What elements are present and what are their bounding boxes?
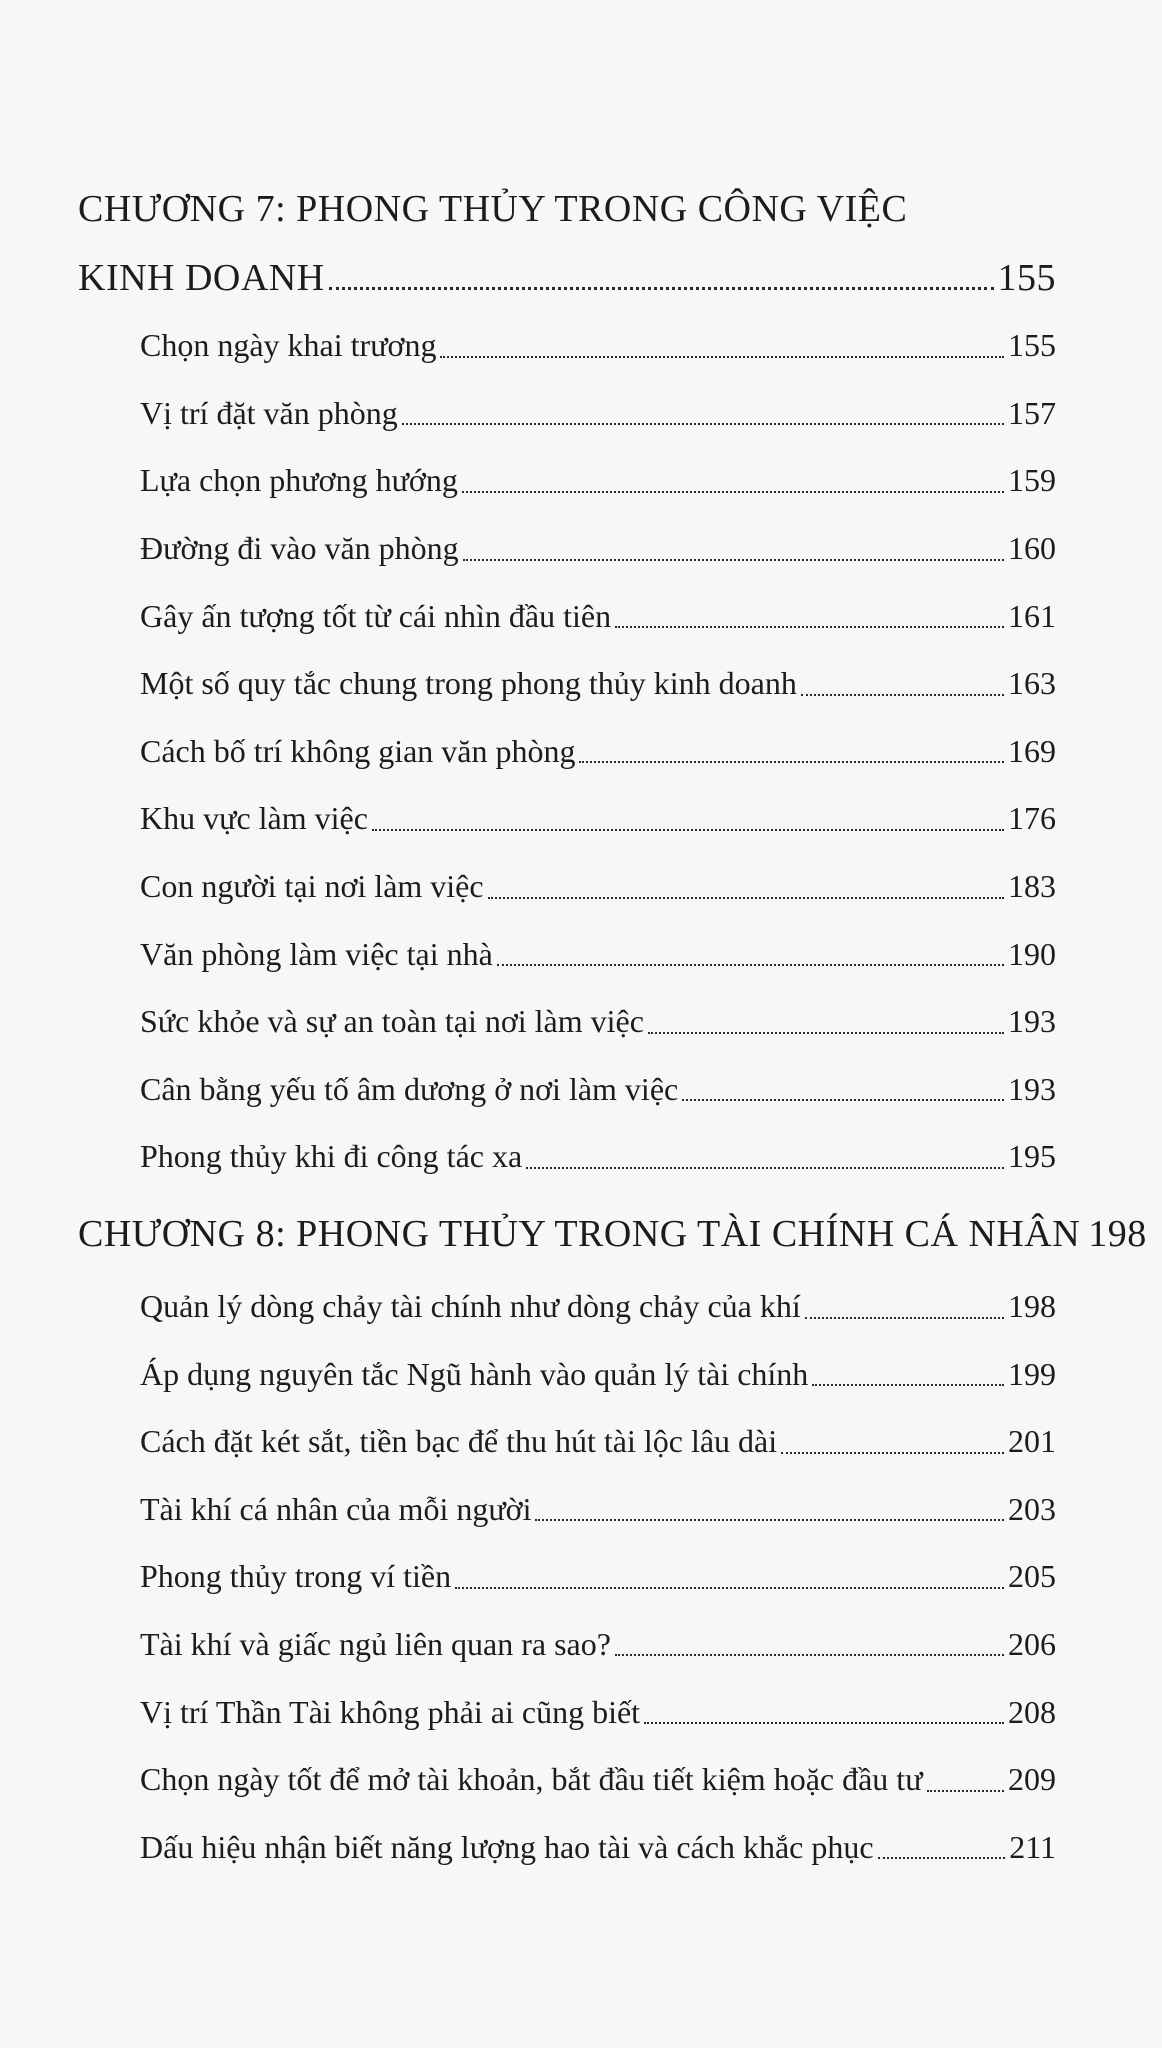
entry-page-number: 208 bbox=[1008, 1693, 1056, 1730]
dot-leader bbox=[535, 1519, 1004, 1521]
entry-page-number: 199 bbox=[1008, 1355, 1056, 1392]
dot-leader bbox=[455, 1587, 1004, 1589]
chapter-title-row bbox=[78, 1195, 1147, 1273]
entry-page-number: 157 bbox=[1008, 394, 1056, 431]
entry-label: Đường đi vào văn phòng bbox=[140, 530, 459, 567]
toc-entry bbox=[140, 650, 1056, 718]
entry-label: Phong thủy khi đi công tác xa bbox=[140, 1138, 523, 1175]
toc-entry bbox=[140, 582, 1056, 650]
toc-entry bbox=[140, 447, 1056, 515]
entry-page-number: 193 bbox=[1008, 1070, 1056, 1107]
entry-page-number: 155 bbox=[1008, 327, 1056, 364]
dot-leader bbox=[579, 761, 1004, 763]
toc-entry bbox=[140, 1678, 1056, 1746]
toc-entry bbox=[140, 1340, 1056, 1408]
entry-label: Một số quy tắc chung trong phong thủy kinh doanh bbox=[140, 665, 797, 702]
toc-entry bbox=[140, 785, 1056, 853]
dot-leader bbox=[812, 1384, 1004, 1386]
chapter-title: CHƯƠNG 8: PHONG THỦY TRONG TÀI CHÍNH CÁ NHÂN bbox=[78, 1212, 1081, 1255]
chapter-title-line2: KINH DOANH bbox=[78, 257, 325, 299]
entry-label: Khu vực làm việc bbox=[140, 800, 368, 837]
entry-page-number: 193 bbox=[1008, 1003, 1056, 1040]
toc-entry bbox=[140, 1123, 1056, 1191]
toc-entry bbox=[140, 312, 1056, 380]
entry-label: Áp dụng nguyên tắc Ngũ hành vào quản lý tài chính bbox=[140, 1355, 809, 1392]
dot-leader bbox=[801, 694, 1004, 696]
entry-label: Vị trí đặt văn phòng bbox=[140, 394, 398, 431]
dot-leader bbox=[372, 829, 1004, 831]
toc-entry bbox=[140, 988, 1056, 1056]
chapter-title-line1: CHƯƠNG 7: PHONG THỦY TRONG CÔNG VIỆC bbox=[78, 188, 908, 230]
toc-entry bbox=[140, 1813, 1056, 1881]
toc-entry bbox=[140, 1611, 1056, 1679]
dot-leader bbox=[526, 1167, 1004, 1169]
dot-leader bbox=[682, 1099, 1004, 1101]
dot-leader bbox=[615, 626, 1004, 628]
entry-page-number: 201 bbox=[1008, 1423, 1056, 1460]
entry-page-number: 198 bbox=[1008, 1288, 1056, 1325]
dot-leader bbox=[488, 897, 1004, 899]
entry-page-number: 195 bbox=[1008, 1138, 1056, 1175]
toc-entry bbox=[140, 1476, 1056, 1544]
entry-page-number: 183 bbox=[1008, 868, 1056, 905]
toc-entry bbox=[140, 1056, 1056, 1124]
entry-page-number: 163 bbox=[1008, 665, 1056, 702]
entry-page-number: 169 bbox=[1008, 732, 1056, 769]
dot-leader bbox=[615, 1654, 1004, 1656]
dot-leader bbox=[878, 1857, 1006, 1859]
entry-page-number: 203 bbox=[1008, 1490, 1056, 1527]
entry-page-number: 190 bbox=[1008, 935, 1056, 972]
dot-leader bbox=[927, 1790, 1004, 1792]
entry-page-number: 206 bbox=[1008, 1625, 1056, 1662]
toc-entry bbox=[140, 1408, 1056, 1476]
entry-label: Tài khí cá nhân của mỗi người bbox=[140, 1490, 532, 1527]
entry-label: Dấu hiệu nhận biết năng lượng hao tài và cách khắc phục bbox=[140, 1828, 874, 1865]
chapter-title-row bbox=[78, 244, 1056, 312]
entry-label: Gây ấn tượng tốt từ cái nhìn đầu tiên bbox=[140, 597, 612, 634]
entry-label: Chọn ngày tốt để mở tài khoản, bắt đầu tiết kiệm hoặc đầu tư bbox=[140, 1761, 923, 1798]
entry-page-number: 205 bbox=[1008, 1558, 1056, 1595]
entry-page-number: 211 bbox=[1009, 1828, 1056, 1865]
toc-entry bbox=[140, 920, 1056, 988]
dot-leader bbox=[329, 287, 994, 290]
entry-label: Vị trí Thần Tài không phải ai cũng biết bbox=[140, 1693, 641, 1730]
entry-page-number: 176 bbox=[1008, 800, 1056, 837]
entry-label: Cách bố trí không gian văn phòng bbox=[140, 732, 576, 769]
toc-entry bbox=[140, 718, 1056, 786]
chapter-7 bbox=[78, 174, 1056, 1191]
toc-entry bbox=[140, 1543, 1056, 1611]
toc-entry bbox=[140, 515, 1056, 583]
entry-label: Tài khí và giấc ngủ liên quan ra sao? bbox=[140, 1625, 611, 1662]
entry-page-number: 159 bbox=[1008, 462, 1056, 499]
dot-leader bbox=[440, 356, 1004, 358]
entry-page-number: 209 bbox=[1008, 1761, 1056, 1798]
dot-leader bbox=[781, 1452, 1004, 1454]
entry-label: Sức khỏe và sự an toàn tại nơi làm việc bbox=[140, 1003, 644, 1040]
entry-label: Quản lý dòng chảy tài chính như dòng chảy của khí bbox=[140, 1288, 801, 1325]
chapter-8 bbox=[78, 1195, 1147, 1881]
toc-entry bbox=[140, 380, 1056, 448]
chapter-page-number: 198 bbox=[1088, 1212, 1147, 1255]
entry-label: Cân bằng yếu tố âm dương ở nơi làm việc bbox=[140, 1070, 679, 1107]
dot-leader bbox=[402, 423, 1004, 425]
chapter-page-number: 155 bbox=[997, 257, 1056, 299]
dot-leader bbox=[497, 964, 1004, 966]
entry-label: Lựa chọn phương hướng bbox=[140, 462, 458, 499]
toc-entry bbox=[140, 853, 1056, 921]
entry-page-number: 161 bbox=[1008, 597, 1056, 634]
entry-page-number: 160 bbox=[1008, 530, 1056, 567]
dot-leader bbox=[805, 1317, 1004, 1319]
entry-label: Cách đặt két sắt, tiền bạc để thu hút tài lộc lâu dài bbox=[140, 1423, 778, 1460]
dot-leader bbox=[462, 491, 1004, 493]
toc-entry bbox=[140, 1273, 1056, 1341]
table-of-contents bbox=[78, 174, 1147, 1881]
dot-leader bbox=[648, 1032, 1004, 1034]
entry-label: Con người tại nơi làm việc bbox=[140, 868, 484, 905]
entry-label: Phong thủy trong ví tiền bbox=[140, 1558, 452, 1595]
entry-label: Chọn ngày khai trương bbox=[140, 327, 437, 364]
entry-label: Văn phòng làm việc tại nhà bbox=[140, 935, 493, 972]
toc-entry bbox=[140, 1746, 1056, 1814]
dot-leader bbox=[463, 559, 1004, 561]
dot-leader bbox=[644, 1722, 1004, 1724]
